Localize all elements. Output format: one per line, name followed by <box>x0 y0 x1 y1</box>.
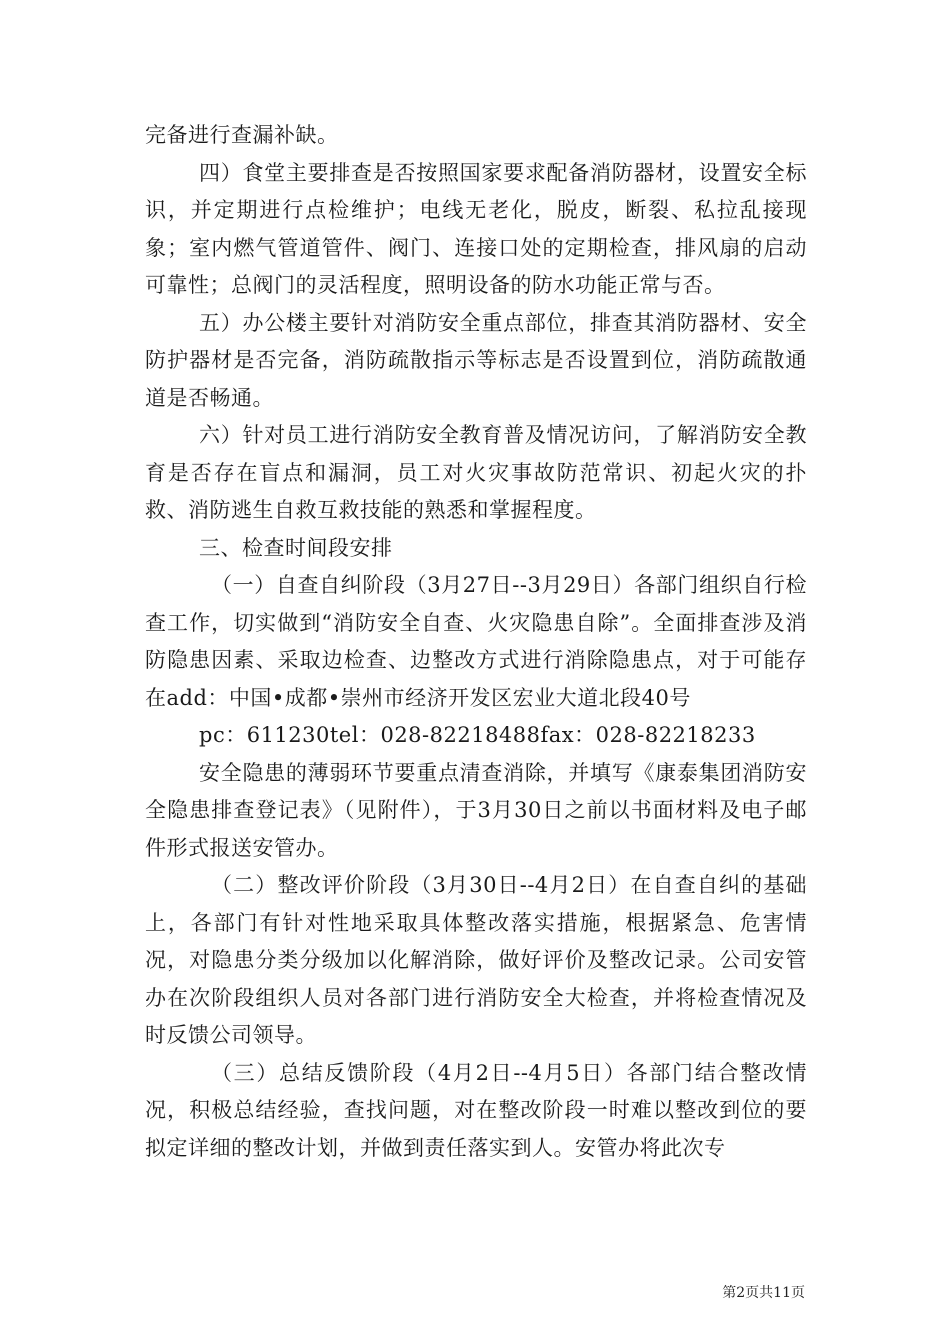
paragraph-staff-education: 六）针对员工进行消防安全教育普及情况访问，了解消防安全教育是否存在盲点和漏洞，员工对火灾事故防范常识、初起火灾的扑救、消防逃生自救互救技能的熟悉和掌握程度。 <box>145 423 807 522</box>
section-heading-schedule: 三、检查时间段安排 <box>199 535 393 560</box>
paragraph-rectification-stage: （二）整改评价阶段（3月30日--4月2日）在自查自纠的基础上，各部门有针对性地采取具体整改落实措施，根据紧急、危害情况，对隐患分类分级加以化解消除，做好评价及整改记录。公司安管办在次阶段组织人员对各部门进行消防安全大检查，并将检查情况及时反馈公司领导。 <box>145 873 807 1047</box>
paragraph-office-inspection: 五）办公楼主要针对消防安全重点部位，排查其消防器材、安全防护器材是否完备，消防疏散指示等标志是否设置到位，消防疏散通道是否畅通。 <box>145 310 807 410</box>
page-number: 第2页共11页 <box>722 1285 805 1301</box>
paragraph-contact-info: pc：611230tel：028-82218488fax：028-82218233 <box>199 723 756 747</box>
paragraph-self-inspection-stage: （一）自查自纠阶段（3月27日--3月29日）各部门组织自行检查工作，切实做到“消防安全自查、火灾隐患自除”。全面排查涉及消防隐患因素、采取边检查、边整改方式进行消除隐患点，对于可能存在add：中国•成都•崇州市经济开发区宏业大道北段40号 <box>145 573 807 710</box>
paragraph-hazard-report: 安全隐患的薄弱环节要重点清查消除，并填写《康泰集团消防安全隐患排查登记表》（见附件），于3月30日之前以书面材料及电子邮件形式报送安管办。 <box>145 760 807 860</box>
paragraph-canteen-inspection: 四）食堂主要排查是否按照国家要求配备消防器材，设置安全标识，并定期进行点检维护；电线无老化，脱皮，断裂、私拉乱接现象；室内燃气管道管件、阀门、连接口处的定期检查，排风扇的启动可靠性；总阀门的灵活程度，照明设备的防水功能正常与否。 <box>145 160 807 297</box>
document-body <box>145 117 807 1167</box>
paragraph-summary-stage: （三）总结反馈阶段（4月2日--4月5日）各部门结合整改情况，积极总结经验，查找问题，对在整改阶段一时难以整改到位的要拟定详细的整改计划，并做到责任落实到人。安管办将此次专 <box>145 1060 807 1160</box>
paragraph-continuation: 完备进行查漏补缺。 <box>145 123 339 147</box>
